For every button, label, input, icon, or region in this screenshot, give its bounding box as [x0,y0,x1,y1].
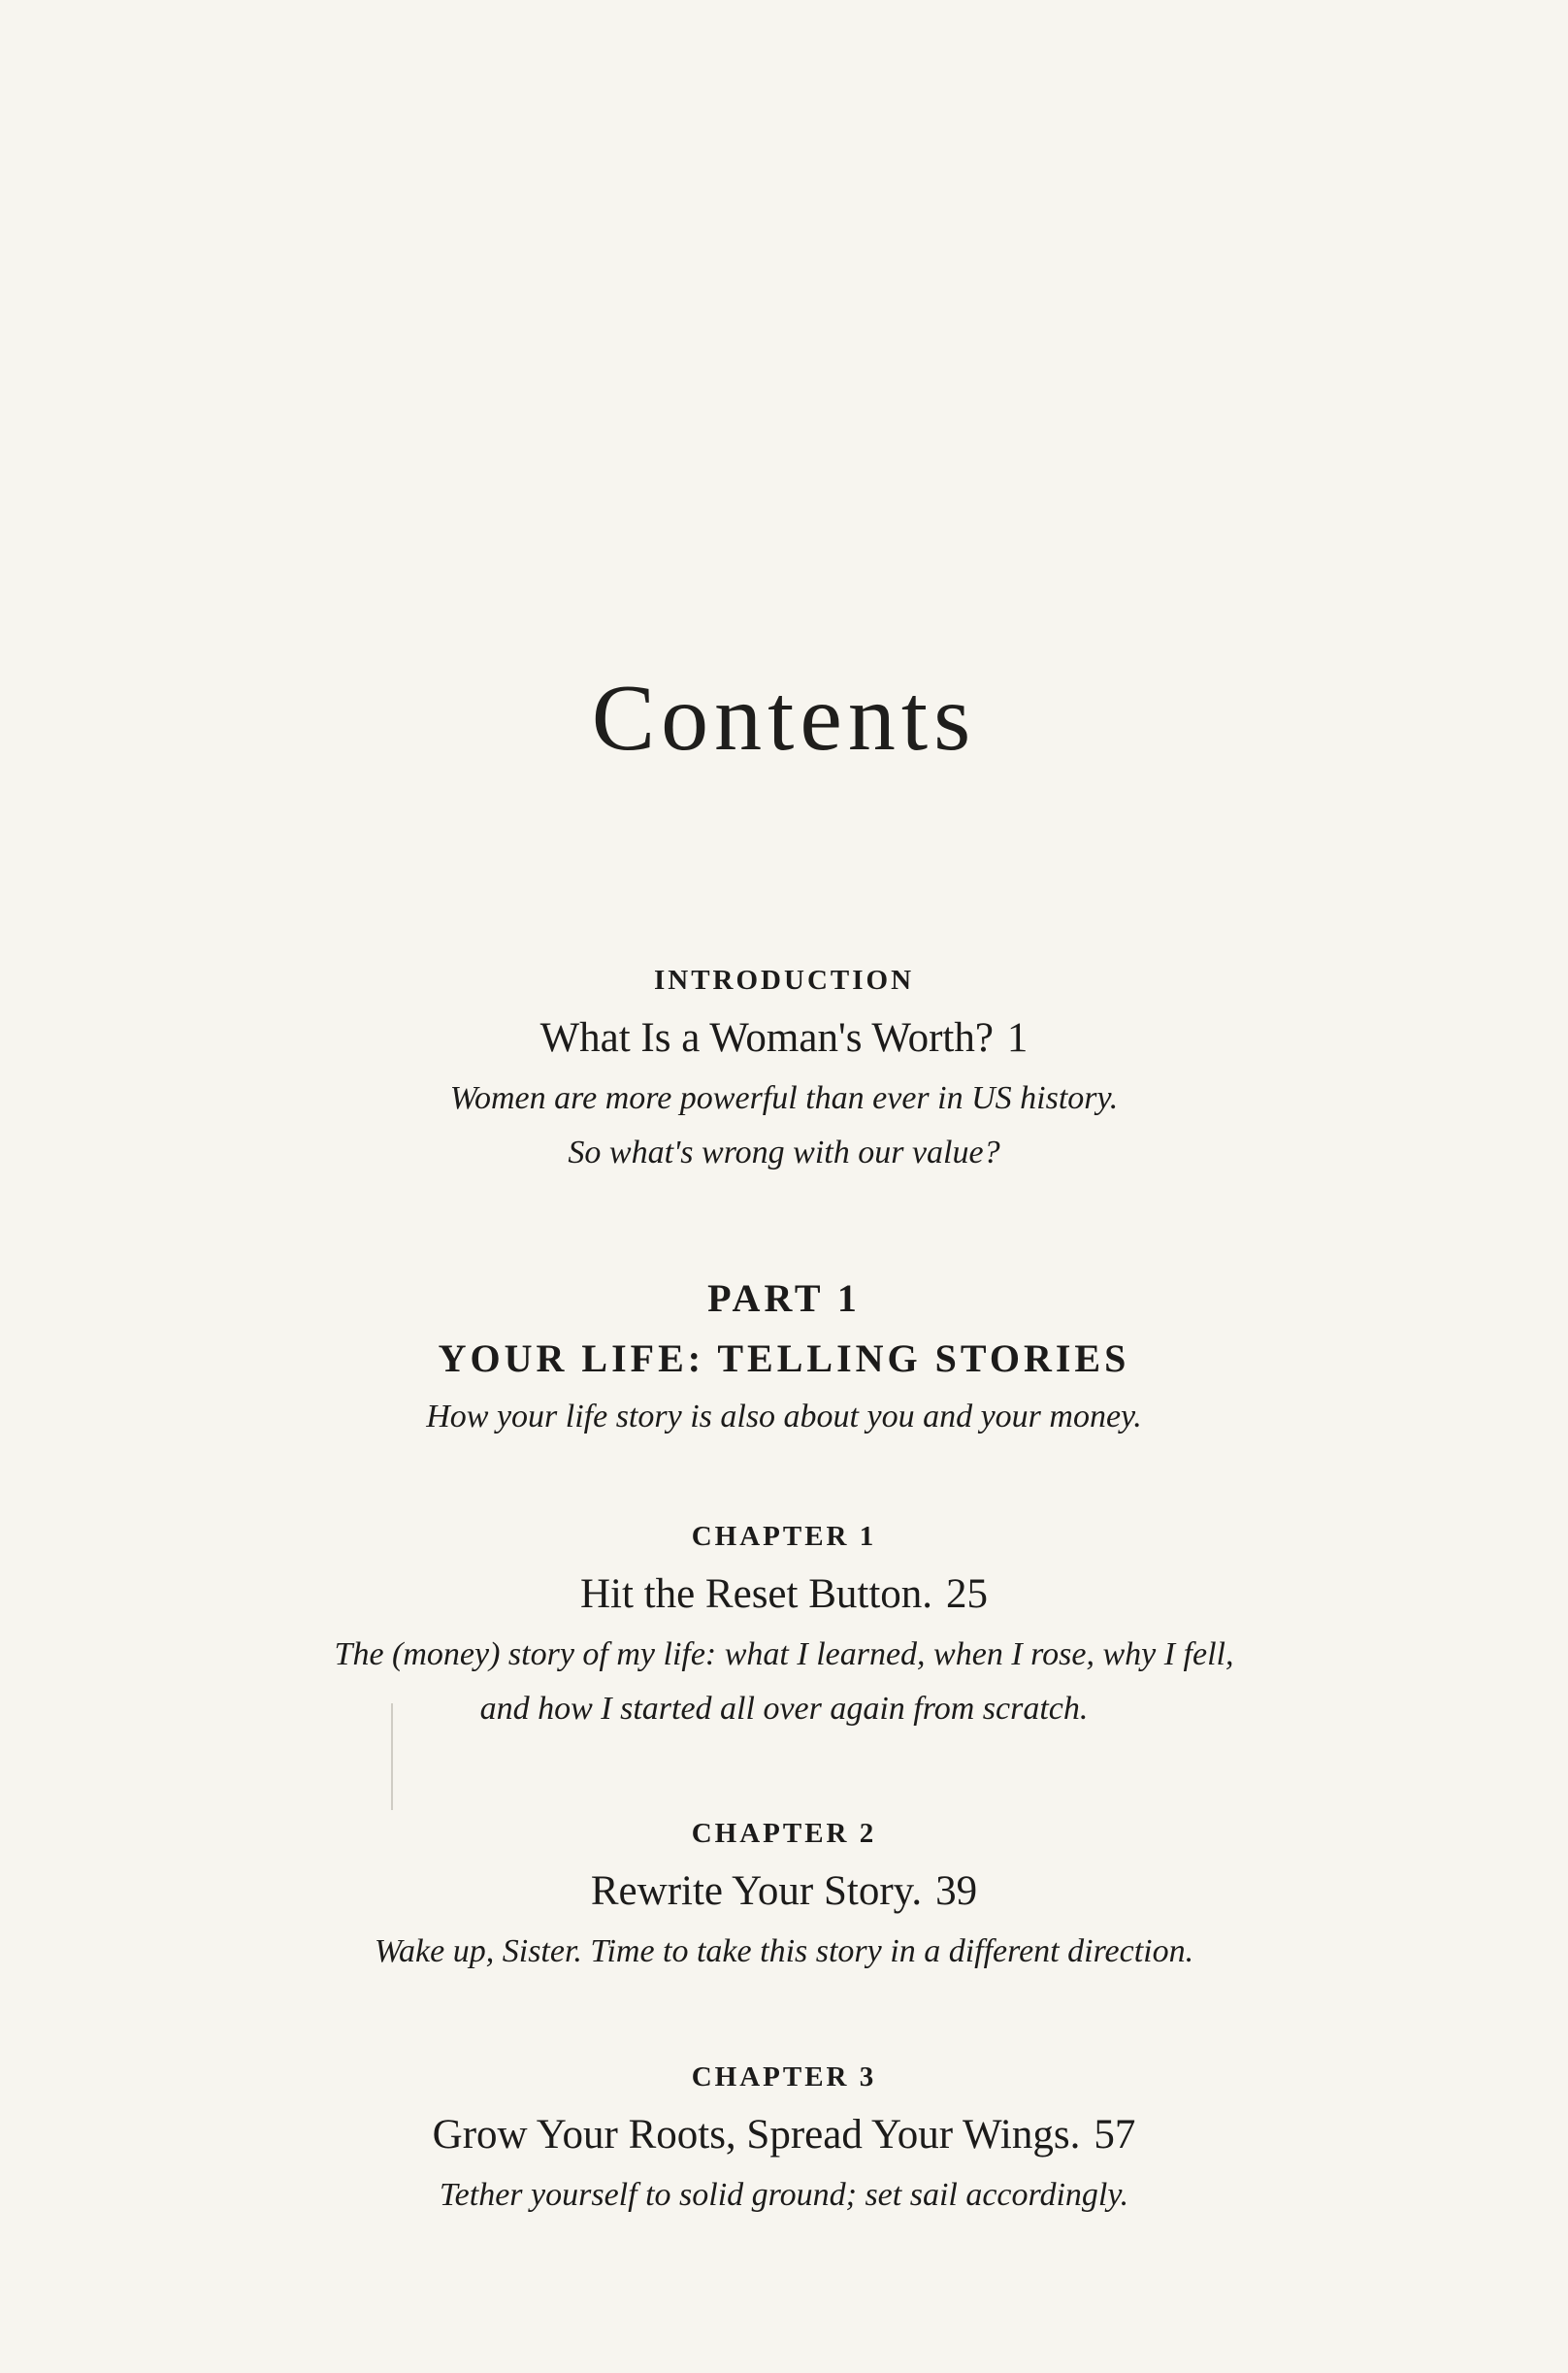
chapter-3-label: CHAPTER 3 [691,2061,877,2093]
chapter-3-description-line: Tether yourself to solid ground; set sail accordingly. [439,2177,1129,2213]
introduction-description-line: Women are more powerful than ever in US history. [449,1080,1119,1116]
introduction-heading-text: What Is a Woman's Worth? [539,1015,994,1061]
chapter-3-entry [0,2058,1568,2223]
chapter-3-page-number: 57 [1094,2112,1136,2158]
introduction-page-number: 1 [1006,1015,1029,1061]
chapter-3-heading[interactable] [0,2106,1568,2164]
chapter-1-description-line: The (money) story of my life: what I learned, when I rose, why I fell, [334,1636,1234,1672]
part-1-entry [0,1271,1568,1444]
introduction-description [0,1071,1568,1180]
chapter-1-description [0,1628,1568,1736]
chapter-2-entry [0,1814,1568,1979]
introduction-entry [0,961,1568,1180]
part-1-description: How your life story is also about you and your money. [426,1399,1142,1434]
chapter-2-description-line: Wake up, Sister. Time to take this story in a different direction. [374,1933,1194,1969]
chapter-1-heading-text: Hit the Reset Button. [579,1571,933,1617]
introduction-heading[interactable] [0,1009,1568,1068]
chapter-3-heading-text: Grow Your Roots, Spread Your Wings. [432,2112,1081,2158]
chapter-3-description [0,2168,1568,2223]
chapter-1-description-line: and how I started all over again from scratch. [479,1691,1089,1727]
chapter-2-description [0,1925,1568,1979]
introduction-label: INTRODUCTION [653,965,915,996]
margin-mark [391,1703,393,1810]
chapter-2-page-number: 39 [935,1868,978,1914]
chapter-1-entry [0,1517,1568,1736]
chapter-2-label: CHAPTER 2 [691,1818,877,1849]
chapter-2-heading-text: Rewrite Your Story. [590,1868,923,1914]
chapter-2-heading[interactable] [0,1862,1568,1921]
chapter-1-label: CHAPTER 1 [691,1521,877,1552]
part-1-title[interactable]: YOUR LIFE: TELLING STORIES [438,1336,1130,1380]
chapter-1-heading[interactable] [0,1566,1568,1624]
introduction-description-line: So what's wrong with our value? [568,1135,1000,1170]
part-1-label: PART 1 [707,1276,861,1320]
chapter-1-page-number: 25 [946,1571,989,1617]
page-title: Contents [591,666,977,771]
